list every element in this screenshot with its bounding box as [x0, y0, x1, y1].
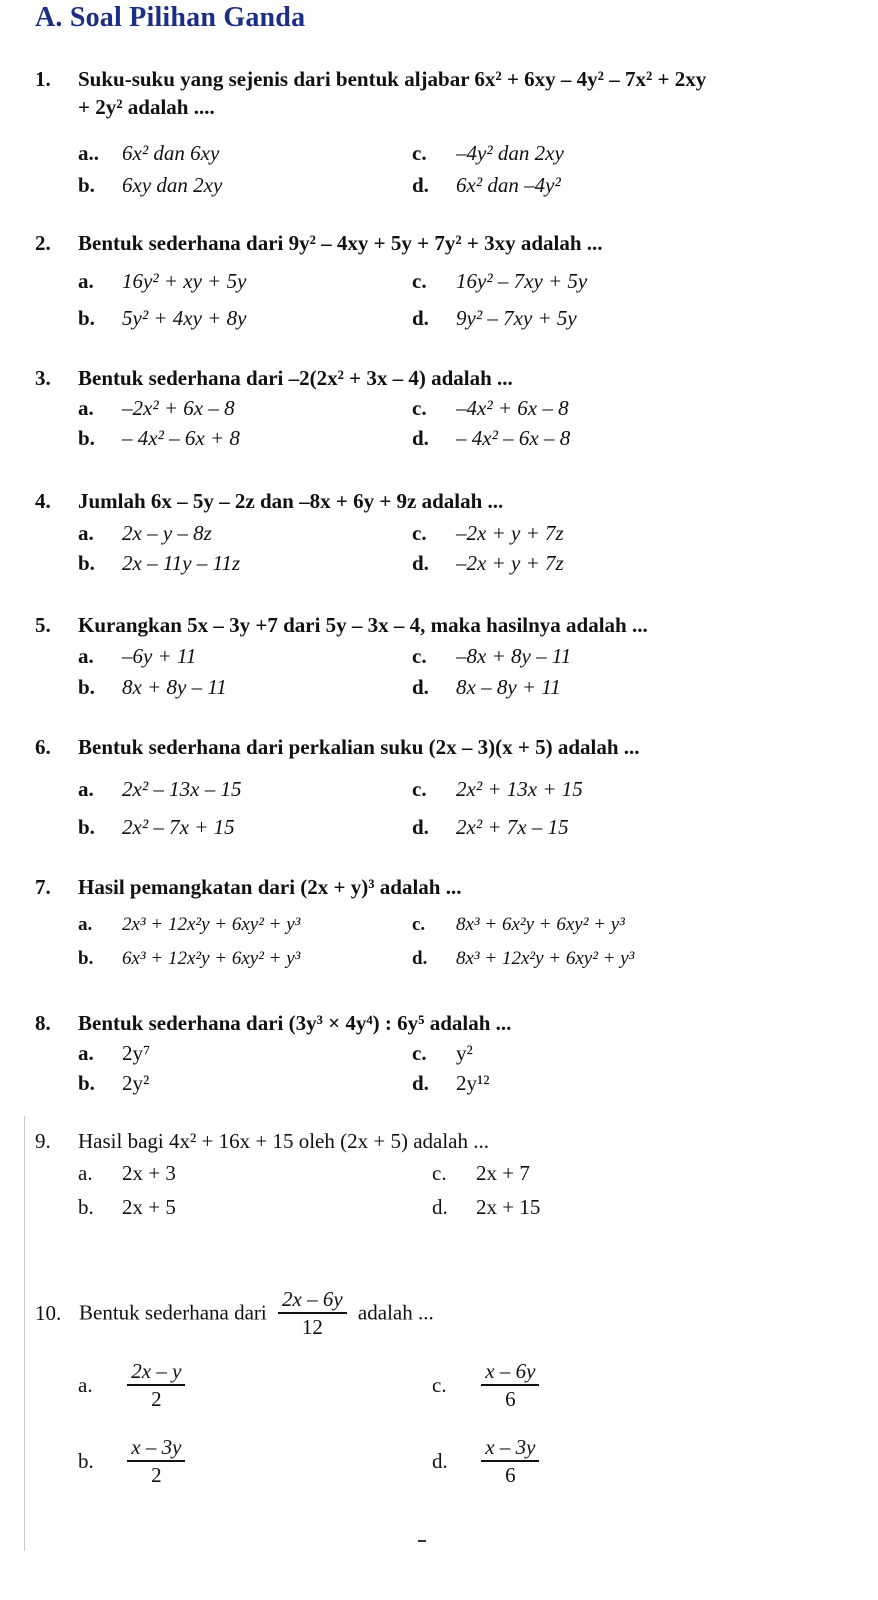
option-label: d.	[412, 426, 429, 450]
option-b	[78, 550, 240, 576]
option-value: 2x + 7	[476, 1161, 530, 1185]
option-value: 2x³ + 12x²y + 6xy² + y³	[122, 914, 301, 935]
option-d	[412, 425, 570, 451]
question-number: 4.	[35, 489, 51, 513]
option-label: d.	[432, 1195, 448, 1219]
fraction-numerator: x – 6y	[481, 1358, 539, 1386]
option-value: –6y + 11	[122, 644, 197, 668]
option-label: a.	[78, 644, 94, 668]
question-text: Jumlah 6x – 5y – 2z dan –8x + 6y + 9z adalah ...	[78, 489, 504, 513]
option-value: –2x + y + 7z	[456, 551, 564, 575]
option-label: b.	[78, 306, 95, 330]
option-value: 5y² + 4xy + 8y	[122, 306, 247, 330]
option-label: d.	[412, 551, 429, 575]
option-d	[412, 814, 569, 840]
option-c	[432, 1160, 530, 1186]
fraction-numerator: 2x – 6y	[278, 1286, 347, 1314]
option-label: a.	[78, 396, 94, 420]
option-label: d.	[412, 815, 429, 839]
question-number: 7.	[35, 875, 51, 899]
option-label: b.	[78, 1448, 94, 1473]
option-value: 2x – 11y – 11z	[122, 551, 241, 575]
question-text: Hasil bagi 4x² + 16x + 15 oleh (2x + 5) adalah ...	[78, 1129, 489, 1153]
option-b	[78, 814, 235, 840]
option-label: d.	[412, 948, 428, 969]
option-value: 8x³ + 6x²y + 6xy² + y³	[456, 914, 625, 935]
option-label: c.	[412, 1041, 427, 1065]
option-value: –4y² dan 2xy	[456, 141, 564, 165]
option-value: 2x² + 13x + 15	[456, 777, 583, 801]
option-label: c.	[412, 269, 427, 293]
option-a	[78, 643, 196, 669]
question-line	[35, 1286, 434, 1340]
question-number: 10.	[35, 1300, 62, 1325]
option-label: a.	[78, 521, 94, 545]
question-number: 9.	[35, 1129, 51, 1153]
question-text-continued: + 2y² adalah ....	[78, 95, 215, 119]
option-value: – 4x² – 6x – 8	[456, 426, 571, 450]
option-c	[412, 776, 583, 802]
option-a	[78, 1358, 185, 1412]
fraction-denominator: 12	[301, 1315, 323, 1339]
option-value: 8x³ + 12x²y + 6xy² + y³	[456, 948, 635, 969]
option-a	[78, 912, 300, 938]
margin-line	[24, 1116, 25, 1551]
option-b	[78, 1434, 185, 1488]
question-text: Bentuk sederhana dari	[79, 1300, 267, 1325]
option-c	[412, 912, 625, 938]
option-label: c.	[432, 1372, 447, 1397]
option-c	[412, 520, 564, 546]
option-label: a.	[78, 1372, 93, 1397]
option-d	[412, 172, 561, 198]
option-value: 6x³ + 12x²y + 6xy² + y³	[122, 948, 301, 969]
option-label: b.	[78, 1195, 94, 1219]
question-text: Kurangkan 5x – 3y +7 dari 5y – 3x – 4, maka hasilnya adalah ...	[78, 613, 648, 637]
fraction-denominator: 2	[151, 1387, 162, 1411]
option-a	[78, 520, 212, 546]
option-value: –2x + y + 7z	[456, 521, 564, 545]
option-c	[432, 1358, 539, 1412]
option-label: a.	[78, 1041, 94, 1065]
option-label: c.	[412, 914, 426, 935]
option-value: y²	[456, 1041, 473, 1065]
question-number: 2.	[35, 231, 51, 255]
option-value: 6x² dan –4y²	[456, 173, 561, 197]
option-d	[412, 305, 577, 331]
question-text: Hasil pemangkatan dari (2x + y)³ adalah ...	[78, 875, 462, 899]
option-value: – 4x² – 6x + 8	[122, 426, 240, 450]
question-text: Suku-suku yang sejenis dari bentuk aljabar 6x² + 6xy – 4y² – 7x² + 2xy	[78, 67, 707, 91]
option-value: –8x + 8y – 11	[456, 644, 572, 668]
fraction-numerator: x – 3y	[127, 1434, 185, 1462]
option-label: b.	[78, 551, 95, 575]
option-a	[78, 1040, 150, 1066]
section-heading: A. Soal Pilihan Ganda	[35, 2, 306, 33]
option-label: b.	[78, 1071, 95, 1095]
option-value: 2y⁷	[122, 1041, 151, 1065]
option-value: 9y² – 7xy + 5y	[456, 306, 577, 330]
option-label: c.	[412, 396, 427, 420]
fraction-denominator: 6	[505, 1463, 516, 1487]
option-value: –4x² + 6x – 8	[456, 396, 569, 420]
option-value: 2x + 15	[476, 1195, 541, 1219]
question-text: Bentuk sederhana dari (3y³ × 4y⁴) : 6y⁵ adalah ...	[78, 1011, 512, 1035]
option-d	[432, 1434, 539, 1488]
option-value: 8x – 8y + 11	[456, 675, 561, 699]
option-d	[432, 1194, 540, 1220]
option-d	[412, 1070, 490, 1096]
option-c	[412, 643, 571, 669]
option-b	[78, 1070, 149, 1096]
question-text-after: adalah ...	[357, 1300, 434, 1325]
option-label: d.	[412, 306, 429, 330]
option-label: a.	[78, 777, 94, 801]
option-label: b.	[78, 173, 95, 197]
option-a	[78, 268, 246, 294]
option-value: 8x + 8y – 11	[122, 675, 227, 699]
option-value: 6x² dan 6xy	[122, 141, 220, 165]
option-c	[412, 395, 569, 421]
option-label: a.	[78, 269, 94, 293]
option-value: 2y²	[122, 1071, 150, 1095]
option-value: 2x + 5	[122, 1195, 176, 1219]
option-c	[412, 268, 587, 294]
fraction-numerator: x – 3y	[481, 1434, 539, 1462]
option-fraction	[481, 1358, 539, 1412]
option-d	[412, 946, 634, 972]
question-number: 1.	[35, 67, 51, 91]
question-text: Bentuk sederhana dari perkalian suku (2x – 3)(x + 5) adalah ...	[78, 735, 640, 759]
option-a	[78, 140, 219, 166]
option-fraction	[127, 1434, 185, 1488]
option-value: 2y¹²	[456, 1071, 490, 1095]
option-b	[78, 1194, 176, 1220]
option-label: c.	[432, 1161, 447, 1185]
option-b	[78, 305, 246, 331]
option-value: 2x – y – 8z	[122, 521, 212, 545]
option-label: b.	[78, 426, 95, 450]
option-label: c.	[412, 521, 427, 545]
question-number: 8.	[35, 1011, 51, 1035]
option-label: a.	[78, 914, 93, 935]
option-value: 2x + 3	[122, 1161, 176, 1185]
option-label: c.	[412, 141, 427, 165]
option-value: 16y² – 7xy + 5y	[456, 269, 588, 293]
question-text: Bentuk sederhana dari 9y² – 4xy + 5y + 7y² + 3xy adalah ...	[78, 231, 603, 255]
option-d	[412, 550, 564, 576]
option-label: a..	[78, 141, 99, 165]
option-value: 2x² + 7x – 15	[456, 815, 569, 839]
option-fraction	[481, 1434, 539, 1488]
option-label: b.	[78, 948, 94, 969]
fraction-denominator: 2	[151, 1463, 162, 1487]
fraction-denominator: 6	[505, 1387, 516, 1411]
option-value: 2x² – 13x – 15	[122, 777, 242, 801]
option-label: b.	[78, 815, 95, 839]
option-label: c.	[412, 777, 427, 801]
option-b	[78, 946, 300, 972]
option-d	[412, 674, 561, 700]
question-number: 5.	[35, 613, 51, 637]
option-fraction	[127, 1358, 185, 1412]
option-b	[78, 425, 240, 451]
option-a	[78, 776, 241, 802]
option-label: d.	[412, 675, 429, 699]
option-a	[78, 1160, 176, 1186]
option-c	[412, 140, 564, 166]
option-label: d.	[412, 173, 429, 197]
option-a	[78, 395, 235, 421]
question-fraction	[278, 1286, 347, 1340]
page-mark	[418, 1540, 426, 1542]
option-label: d.	[432, 1448, 448, 1473]
question-number: 3.	[35, 366, 51, 390]
option-value: 2x² – 7x + 15	[122, 815, 235, 839]
question-text: Bentuk sederhana dari –2(2x² + 3x – 4) adalah ...	[78, 366, 513, 390]
option-value: 16y² + xy + 5y	[122, 269, 247, 293]
option-value: –2x² + 6x – 8	[122, 396, 235, 420]
option-label: a.	[78, 1161, 93, 1185]
option-label: d.	[412, 1071, 429, 1095]
question-number: 6.	[35, 735, 51, 759]
option-label: b.	[78, 675, 95, 699]
option-b	[78, 674, 227, 700]
option-label: c.	[412, 644, 427, 668]
fraction-numerator: 2x – y	[127, 1358, 185, 1386]
option-value: 6xy dan 2xy	[122, 173, 223, 197]
option-b	[78, 172, 222, 198]
option-c	[412, 1040, 473, 1066]
